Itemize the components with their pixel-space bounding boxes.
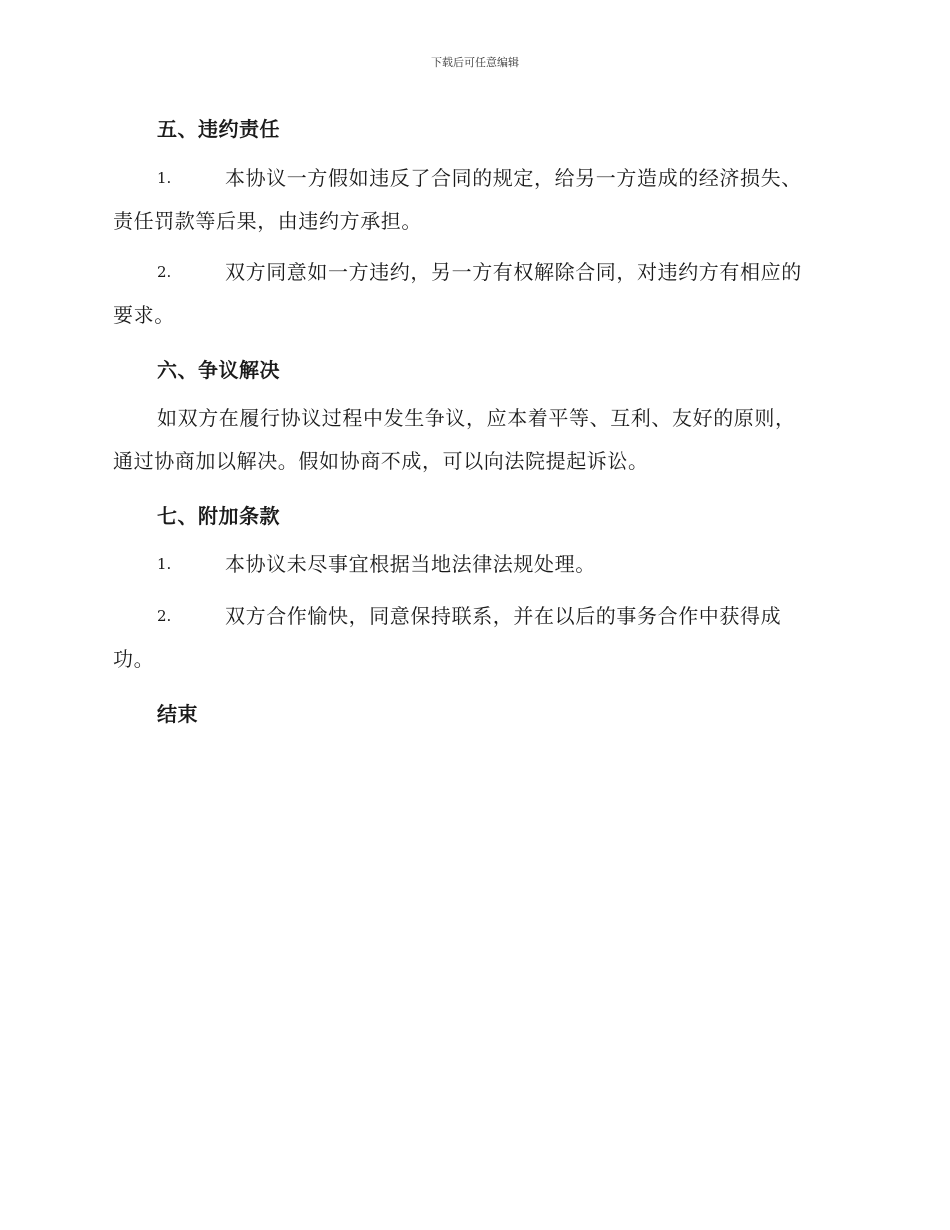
clause-7-2 [113,595,835,681]
clause-5-2 [113,251,835,337]
clause-number: 2. [157,263,172,281]
clause-7-1 [113,543,835,586]
clause-number: 1. [157,169,172,187]
section-heading-end: 结束 [157,702,198,726]
clause-text-line: 责任罚款等后果，由违约方承担。 [113,209,422,233]
section-heading-dispute: 六、争议解决 [157,358,280,382]
clause-text-line: 双方同意如一方违约，另一方有权解除合同，对违约方有相应的 [225,260,802,284]
clause-text-line: 双方合作愉快，同意保持联系，并在以后的事务合作中获得成 [225,604,782,628]
section-heading-additional: 七、附加条款 [157,504,280,528]
paragraph-text-line: 通过协商加以解决。假如协商不成，可以向法院提起诉讼。 [113,449,649,473]
clause-text-line: 本协议未尽事宜根据当地法律法规处理。 [225,552,596,576]
clause-text-line: 要求。 [113,303,175,327]
clause-number: 1. [157,555,172,573]
dispute-paragraph [113,397,835,483]
page-header: 下载后可任意编辑 [431,56,519,69]
clause-text-line: 本协议一方假如违反了合同的规定，给另一方造成的经济损失、 [225,166,802,190]
section-heading-breach: 五、违约责任 [157,117,280,141]
clause-text-line: 功。 [113,647,155,671]
clause-5-1 [113,157,835,243]
clause-number: 2. [157,607,172,625]
paragraph-text-line: 如双方在履行协议过程中发生争议，应本着平等、互利、友好的原则， [157,406,796,430]
